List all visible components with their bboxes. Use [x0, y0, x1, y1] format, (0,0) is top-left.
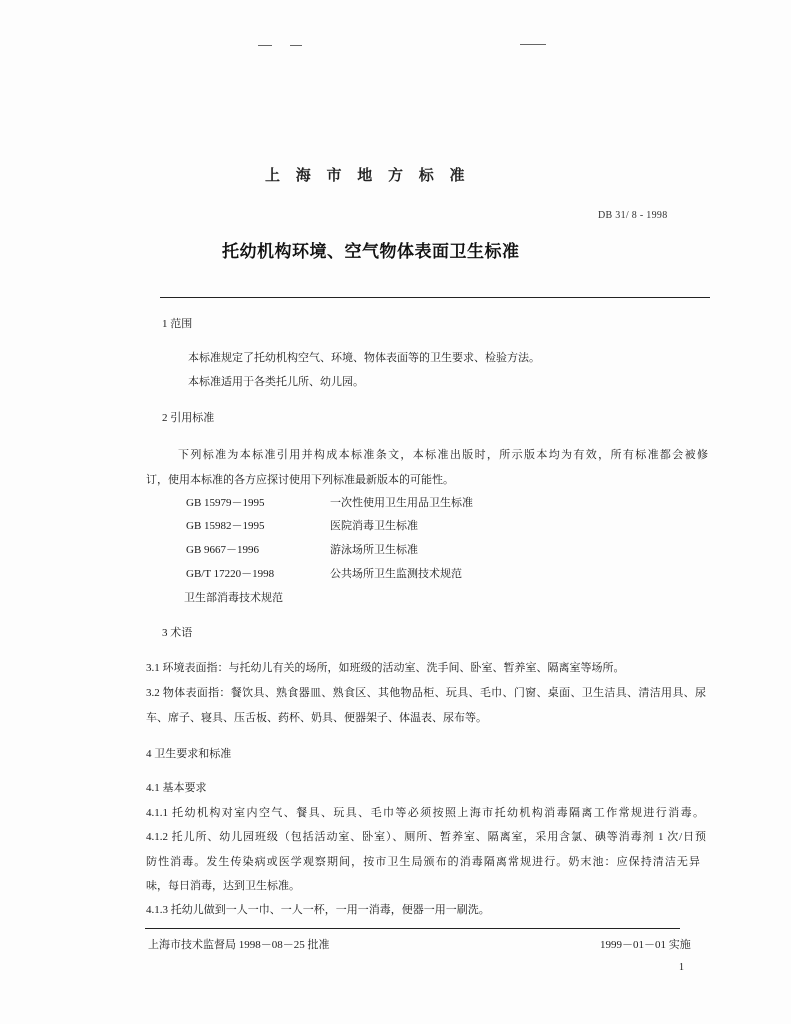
- scan-mark: [258, 45, 272, 46]
- effective-date: 1999－01－01 实施: [600, 939, 691, 951]
- header-divider: [160, 297, 710, 298]
- page-number: 1: [679, 962, 684, 973]
- reference-code: GB 15982－1995: [186, 520, 265, 532]
- reference-name: 一次性使用卫生用品卫生标准: [330, 497, 473, 509]
- requirement-line: 4.1.2 托儿所、幼儿园班级（包括活动室、卧室）、厕所、暂养室、隔离室，采用含氯、碘等消毒剂 1 次/日预: [146, 831, 706, 843]
- paragraph-line: 下列标准为本标准引用并构成本标准条文，本标准出版时，所示版本均为有效，所有标准都会被修: [178, 449, 708, 461]
- paragraph-line: 订，使用本标准的各方应探讨使用下列标准最新版本的可能性。: [146, 474, 454, 486]
- reference-extra: 卫生部消毒技术规范: [184, 592, 283, 604]
- reference-code: GB 9667－1996: [186, 544, 260, 556]
- scan-mark: [520, 44, 546, 45]
- standard-code: DB 31/ 8 - 1998: [598, 210, 668, 221]
- section-heading-scope: 1 范围: [162, 318, 193, 330]
- section-heading-terms: 3 术语: [162, 627, 193, 639]
- requirement-line: 4.1.3 托幼儿做到一人一巾、一人一杯，一用一消毒，便器一用一刷洗。: [146, 904, 490, 916]
- term-line: 车、席子、寝具、压舌板、药杯、奶具、便器架子、体温表、尿布等。: [146, 712, 487, 724]
- requirement-line: 味，每日消毒，达到卫生标准。: [146, 880, 300, 892]
- reference-name: 游泳场所卫生标准: [330, 544, 418, 556]
- paragraph-line: 本标准适用于各类托儿所、幼儿园。: [188, 376, 364, 388]
- reference-code: GB 15979－1995: [186, 497, 265, 509]
- requirement-line: 防性消毒。发生传染病或医学观察期间，按市卫生局颁布的消毒隔离常规进行。奶末池：应保持清洁无异: [146, 856, 700, 868]
- document-title: 托幼机构环境、空气物体表面卫生标准: [222, 242, 520, 261]
- requirement-line: 4.1.1 托幼机构对室内空气、餐具、玩具、毛巾等必须按照上海市托幼机构消毒隔离工作常规进行消毒。: [146, 807, 704, 819]
- reference-name: 医院消毒卫生标准: [330, 520, 418, 532]
- term-line: 3.2 物体表面指：餐饮具、熟食器皿、熟食区、其他物品柜、玩具、毛巾、门窗、桌面、卫生洁具、清洁用具、尿: [146, 687, 706, 699]
- term-line: 3.1 环境表面指：与托幼儿有关的场所，如班级的活动室、洗手间、卧室、暂养室、隔离室等场所。: [146, 662, 625, 674]
- reference-code: GB/T 17220－1998: [186, 568, 275, 580]
- subsection-heading: 4.1 基本要求: [146, 782, 207, 794]
- footer-divider: [145, 928, 680, 929]
- issuing-authority: 上 海 市 地 方 标 准: [265, 168, 471, 184]
- reference-name: 公共场所卫生监测技术规范: [330, 568, 462, 580]
- scan-mark: [290, 45, 302, 46]
- paragraph-line: 本标准规定了托幼机构空气、环境、物体表面等的卫生要求、检验方法。: [188, 352, 540, 364]
- section-heading-requirements: 4 卫生要求和标准: [146, 748, 232, 760]
- approval-line: 上海市技术监督局 1998－08－25 批准: [148, 939, 330, 951]
- section-heading-references: 2 引用标准: [162, 412, 215, 424]
